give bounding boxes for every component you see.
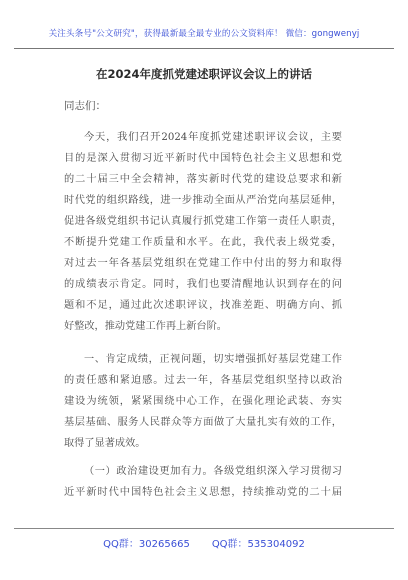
paragraph-line: 时代党的组织路线，进一步推动全面从严治党向基层延伸， bbox=[64, 195, 342, 206]
paragraph-line: 一、肯定成绩，正视问题，切实增强抓好基层党建工作 bbox=[84, 354, 342, 365]
paragraph-1 bbox=[64, 127, 342, 337]
paragraph-line: 的成绩表示肯定。同时，我们也要清醒地认识到存在的问 bbox=[64, 279, 342, 290]
paragraph-line: 好整改，推动党建工作再上新台阶。 bbox=[64, 321, 227, 332]
footer-qq-group-1: QQ群：30265665 bbox=[103, 539, 190, 550]
paragraph-line: 的二十届三中全会精神，落实新时代党的建设总要求和新 bbox=[64, 174, 342, 185]
header-note: 关注头条号"公文研究"，获得最新最全最专业的公文资料库！ 微信：gongwenyj bbox=[48, 29, 360, 39]
paragraph-3 bbox=[64, 461, 342, 503]
footer-contacts bbox=[0, 535, 408, 550]
document-title: 在2024年度抓党建述职评议会议上的讲话 bbox=[95, 67, 312, 81]
paragraph-line: 今天，我们召开2024年度抓党建述职评议会议，主要 bbox=[84, 132, 342, 143]
paragraph-line: 取得了显著成效。 bbox=[64, 438, 146, 449]
paragraph-2 bbox=[64, 349, 342, 454]
footer-divider bbox=[14, 528, 394, 529]
paragraph-line: 不断提升党建工作质量和水平。在此，我代表上级党委， bbox=[64, 237, 342, 248]
paragraph-line: 对过去一年各基层党组织在党建工作中付出的努力和取得 bbox=[64, 258, 342, 269]
paragraph-line: 建设为统领，紧紧围绕中心工作，在强化理论武装、夯实 bbox=[64, 396, 342, 407]
paragraph-line: 近平新时代中国特色社会主义思想，持续推动党的二十届 bbox=[64, 487, 342, 498]
paragraph-line: 题和不足，通过此次述职评议，找准差距、明确方向、抓 bbox=[64, 300, 342, 311]
paragraph-line: （一）政治建设更加有力。各级党组织深入学习贯彻习 bbox=[84, 466, 342, 477]
paragraph-line: 的责任感和紧迫感。过去一年，各基层党组织坚持以政治 bbox=[64, 375, 342, 386]
header-divider bbox=[14, 48, 394, 49]
paragraph-line: 促进各级党组织书记认真履行抓党建工作第一责任人职责， bbox=[64, 216, 342, 227]
paragraph-line: 基层基础、服务人民群众等方面做了大量扎实有效的工作， bbox=[64, 417, 342, 428]
salutation: 同志们： bbox=[64, 100, 106, 112]
footer-qq-group-2: QQ群：535304092 bbox=[211, 539, 305, 550]
paragraph-line: 目的是深入贯彻习近平新时代中国特色社会主义思想和党 bbox=[64, 153, 342, 164]
